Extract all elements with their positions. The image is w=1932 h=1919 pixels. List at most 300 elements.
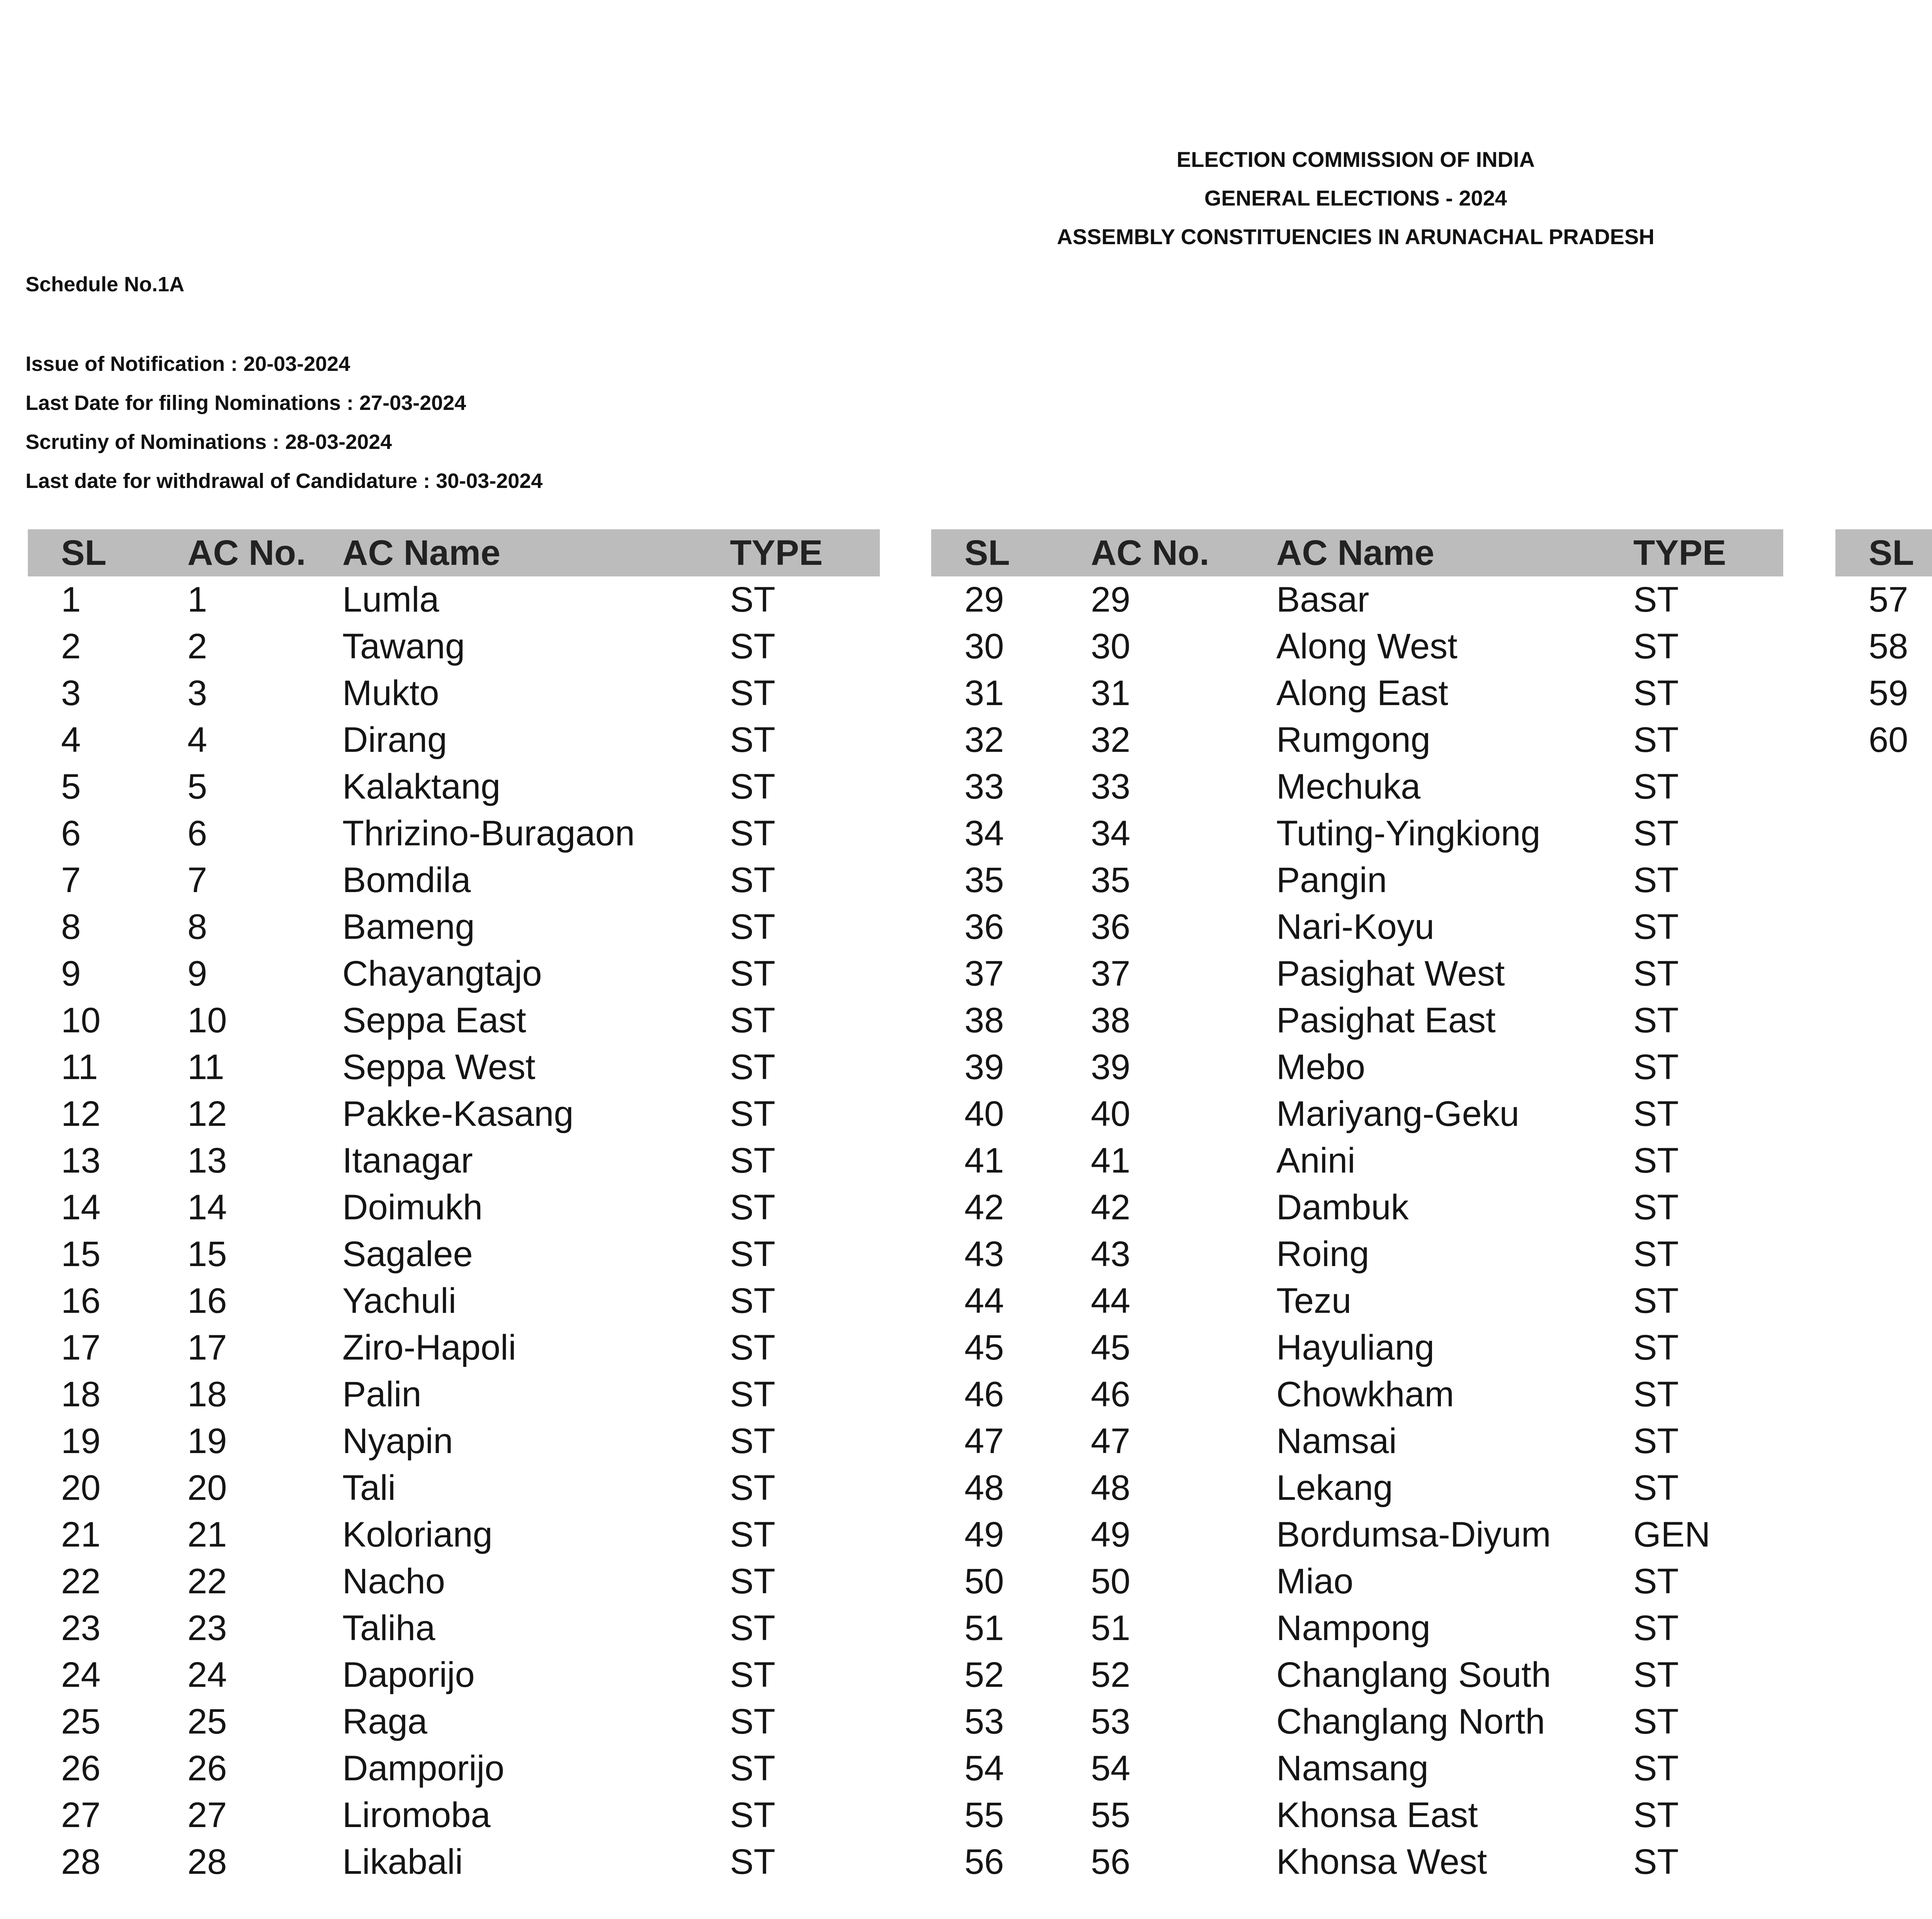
- table-row: [28, 1745, 880, 1792]
- cell-ac-no: 26: [187, 1749, 227, 1788]
- cell-ac-no: 52: [1091, 1655, 1131, 1695]
- cell-type: ST: [730, 954, 776, 993]
- cell-ac-no: 32: [1091, 720, 1131, 760]
- table-row: [28, 1511, 880, 1558]
- cell-ac-no: 12: [187, 1094, 227, 1134]
- table-row: [931, 1605, 1783, 1652]
- cell-ac-no: 19: [187, 1421, 227, 1461]
- cell-ac-no: 47: [1091, 1421, 1131, 1461]
- cell-ac-name: Mechuka: [1276, 767, 1421, 806]
- cell-ac-name: Ziro-Hapoli: [342, 1328, 516, 1367]
- cell-type: ST: [1633, 860, 1679, 900]
- header-ac-no: AC No.: [1058, 529, 1243, 576]
- cell-type: ST: [1633, 627, 1679, 666]
- cell-type: ST: [1633, 1094, 1679, 1134]
- cell-ac-name: Pangin: [1276, 860, 1387, 900]
- cell-ac-no: 48: [1091, 1468, 1131, 1508]
- cell-ac-no: 13: [187, 1141, 227, 1180]
- cell-ac-name: Chayangtajo: [342, 954, 542, 993]
- cell-ac-name: Bomdila: [342, 860, 471, 900]
- cell-type: ST: [1633, 1655, 1679, 1695]
- cell-ac-name: Taliha: [342, 1608, 435, 1648]
- cell-ac-no: 56: [1091, 1842, 1131, 1882]
- cell-sl: 14: [61, 1188, 101, 1227]
- table-row: [28, 1184, 880, 1231]
- cell-ac-no: 28: [187, 1842, 227, 1882]
- cell-sl: 43: [964, 1234, 1004, 1274]
- constituency-table-2: [931, 529, 1783, 1885]
- cell-type: ST: [730, 1468, 776, 1508]
- cell-ac-no: 49: [1091, 1515, 1131, 1554]
- cell-ac-no: 25: [187, 1702, 227, 1741]
- table-row: [931, 576, 1783, 623]
- cell-ac-no: 46: [1091, 1375, 1131, 1414]
- cell-ac-name: Itanagar: [342, 1141, 473, 1180]
- cell-sl: 26: [61, 1749, 101, 1788]
- cell-ac-name: Roing: [1276, 1234, 1369, 1274]
- table-row: [28, 1839, 880, 1885]
- cell-ac-no: 23: [187, 1608, 227, 1648]
- cell-sl: 58: [1869, 627, 1908, 666]
- cell-ac-no: 14: [187, 1188, 227, 1227]
- cell-sl: 5: [61, 767, 81, 806]
- cell-type: ST: [730, 814, 776, 853]
- title-line-2: GENERAL ELECTIONS - 2024: [1204, 186, 1507, 210]
- header-ac-no: AC No.: [154, 529, 309, 576]
- cell-type: ST: [1633, 1234, 1679, 1274]
- table-row: [28, 1418, 880, 1465]
- table-row: [1835, 576, 1932, 623]
- cell-ac-name: Daporijo: [342, 1655, 475, 1695]
- cell-sl: 29: [964, 580, 1004, 619]
- cell-type: ST: [1633, 1001, 1679, 1040]
- table-header-row: [1835, 529, 1932, 576]
- cell-sl: 35: [964, 860, 1004, 900]
- table-row: [931, 717, 1783, 763]
- info-last-date-filing: Last Date for filing Nominations : 27-03-2024: [26, 391, 466, 415]
- cell-sl: 48: [964, 1468, 1004, 1508]
- cell-ac-name: Damporijo: [342, 1749, 505, 1788]
- info-issue-notification: Issue of Notification : 20-03-2024: [26, 352, 350, 376]
- cell-ac-no: 39: [1091, 1047, 1131, 1087]
- info-withdrawal: Last date for withdrawal of Candidature : 30-03-2024: [26, 469, 543, 493]
- cell-ac-name: Palin: [342, 1375, 422, 1414]
- info-scrutiny: Scrutiny of Nominations : 28-03-2024: [26, 430, 392, 454]
- table-row: [931, 950, 1783, 997]
- cell-type: ST: [1633, 1842, 1679, 1882]
- cell-ac-name: Along East: [1276, 673, 1448, 713]
- cell-sl: 15: [61, 1234, 101, 1274]
- cell-type: ST: [1633, 814, 1679, 853]
- cell-ac-no: 38: [1091, 1001, 1131, 1040]
- cell-sl: 45: [964, 1328, 1004, 1367]
- cell-sl: 24: [61, 1655, 101, 1695]
- cell-ac-name: Bordumsa-Diyum: [1276, 1515, 1551, 1554]
- cell-type: ST: [1633, 1141, 1679, 1180]
- table-row: [28, 1044, 880, 1091]
- table-row: [931, 1652, 1783, 1698]
- table-row: [931, 857, 1783, 904]
- cell-ac-no: 7: [187, 860, 207, 900]
- cell-ac-no: 37: [1091, 954, 1131, 993]
- table-row: [931, 1231, 1783, 1278]
- cell-sl: 19: [61, 1421, 101, 1461]
- table-row: [931, 1418, 1783, 1465]
- cell-sl: 38: [964, 1001, 1004, 1040]
- cell-sl: 57: [1869, 580, 1908, 619]
- table-row: [28, 1698, 880, 1745]
- cell-sl: 9: [61, 954, 81, 993]
- table-row: [28, 576, 880, 623]
- cell-type: ST: [730, 1842, 776, 1882]
- table-row: [28, 1465, 880, 1511]
- cell-ac-name: Tezu: [1276, 1281, 1352, 1321]
- cell-sl: 4: [61, 720, 81, 760]
- cell-sl: 21: [61, 1515, 101, 1554]
- cell-ac-name: Doimukh: [342, 1188, 483, 1227]
- constituency-table-3: [1835, 529, 1932, 763]
- header-type: TYPE: [730, 529, 880, 576]
- cell-sl: 51: [964, 1608, 1004, 1648]
- cell-ac-name: Along West: [1276, 627, 1458, 666]
- table-row: [931, 1465, 1783, 1511]
- cell-type: ST: [730, 720, 776, 760]
- cell-sl: 60: [1869, 720, 1908, 760]
- cell-sl: 42: [964, 1188, 1004, 1227]
- cell-ac-name: Nacho: [342, 1562, 445, 1601]
- cell-ac-no: 1: [187, 580, 207, 619]
- cell-ac-no: 53: [1091, 1702, 1131, 1741]
- cell-ac-name: Changlang North: [1276, 1702, 1545, 1741]
- cell-type: ST: [1633, 1047, 1679, 1087]
- cell-type: ST: [730, 1562, 776, 1601]
- cell-ac-name: Lekang: [1276, 1468, 1393, 1508]
- cell-ac-name: Thrizino-Buragaon: [342, 814, 635, 853]
- cell-ac-no: 6: [187, 814, 207, 853]
- cell-type: ST: [730, 627, 776, 666]
- title-line-3: ASSEMBLY CONSTITUENCIES IN ARUNACHAL PRADESH: [1057, 224, 1655, 249]
- cell-sl: 41: [964, 1141, 1004, 1180]
- table-row: [1835, 623, 1932, 670]
- cell-ac-name: Pasighat East: [1276, 1001, 1496, 1040]
- cell-ac-no: 9: [187, 954, 207, 993]
- cell-sl: 16: [61, 1281, 101, 1321]
- cell-ac-no: 11: [187, 1047, 224, 1087]
- cell-ac-name: Dambuk: [1276, 1188, 1409, 1227]
- cell-type: ST: [1633, 720, 1679, 760]
- cell-ac-name: Mukto: [342, 673, 439, 713]
- cell-ac-name: Seppa East: [342, 1001, 526, 1040]
- cell-ac-no: 41: [1091, 1141, 1131, 1180]
- table-row: [931, 1698, 1783, 1745]
- table-row: [931, 1324, 1783, 1371]
- cell-sl: 2: [61, 627, 81, 666]
- cell-ac-no: 44: [1091, 1281, 1131, 1321]
- cell-sl: 23: [61, 1608, 101, 1648]
- cell-ac-no: 34: [1091, 814, 1131, 853]
- cell-sl: 28: [61, 1842, 101, 1882]
- cell-type: ST: [730, 1001, 776, 1040]
- cell-ac-name: Hayuliang: [1276, 1328, 1435, 1367]
- table-row: [931, 1371, 1783, 1418]
- cell-ac-no: 54: [1091, 1749, 1131, 1788]
- cell-ac-name: Nyapin: [342, 1421, 453, 1461]
- table-row: [931, 670, 1783, 717]
- cell-ac-no: 17: [187, 1328, 227, 1367]
- cell-ac-name: Mebo: [1276, 1047, 1366, 1087]
- cell-type: ST: [1633, 1375, 1679, 1414]
- cell-sl: 40: [964, 1094, 1004, 1134]
- header-sl: SL: [28, 529, 154, 576]
- cell-sl: 55: [964, 1795, 1004, 1835]
- constituency-table-1: [28, 529, 880, 1885]
- table-row: [28, 904, 880, 950]
- cell-sl: 8: [61, 907, 81, 947]
- cell-sl: 30: [964, 627, 1004, 666]
- cell-sl: 33: [964, 767, 1004, 806]
- cell-ac-no: 3: [187, 673, 207, 713]
- table-header-row: [931, 529, 1783, 576]
- cell-ac-no: 24: [187, 1655, 227, 1695]
- cell-sl: 47: [964, 1421, 1004, 1461]
- cell-type: ST: [730, 673, 776, 713]
- cell-ac-no: 2: [187, 627, 207, 666]
- cell-type: ST: [1633, 767, 1679, 806]
- cell-type: ST: [1633, 1608, 1679, 1648]
- cell-ac-name: Nari-Koyu: [1276, 907, 1435, 947]
- cell-type: ST: [1633, 907, 1679, 947]
- cell-ac-name: Pasighat West: [1276, 954, 1505, 993]
- cell-type: ST: [1633, 1328, 1679, 1367]
- cell-ac-name: Tali: [342, 1468, 396, 1508]
- cell-sl: 10: [61, 1001, 101, 1040]
- cell-ac-no: 29: [1091, 580, 1131, 619]
- cell-ac-no: 27: [187, 1795, 227, 1835]
- cell-type: ST: [1633, 1421, 1679, 1461]
- table-row: [931, 1745, 1783, 1792]
- table-row: [931, 1091, 1783, 1137]
- cell-type: ST: [730, 1094, 776, 1134]
- header-ac-name: AC Name: [1243, 529, 1633, 576]
- cell-ac-name: Mariyang-Geku: [1276, 1094, 1519, 1134]
- table-row: [28, 1137, 880, 1184]
- cell-ac-no: 35: [1091, 860, 1131, 900]
- table-row: [28, 857, 880, 904]
- table-row: [931, 1184, 1783, 1231]
- cell-ac-name: Changlang South: [1276, 1655, 1551, 1695]
- cell-sl: 39: [964, 1047, 1004, 1087]
- table-row: [28, 670, 880, 717]
- cell-type: ST: [730, 1795, 776, 1835]
- cell-ac-name: Namsai: [1276, 1421, 1397, 1461]
- cell-ac-name: Anini: [1276, 1141, 1355, 1180]
- table-row: [931, 904, 1783, 950]
- cell-type: ST: [1633, 673, 1679, 713]
- cell-sl: 59: [1869, 673, 1908, 713]
- cell-sl: 1: [61, 580, 81, 619]
- notification-dates: [26, 345, 543, 501]
- cell-ac-name: Bameng: [342, 907, 475, 947]
- schedule-label: Schedule No.1A: [26, 273, 185, 296]
- cell-ac-name: Namsang: [1276, 1749, 1429, 1788]
- cell-ac-name: Chowkham: [1276, 1375, 1454, 1414]
- cell-sl: 7: [61, 860, 81, 900]
- cell-sl: 11: [61, 1047, 98, 1087]
- cell-ac-name: Dirang: [342, 720, 447, 760]
- cell-ac-name: Likabali: [342, 1842, 463, 1882]
- cell-type: ST: [1633, 1795, 1679, 1835]
- cell-ac-name: Kalaktang: [342, 767, 501, 806]
- cell-type: ST: [1633, 1749, 1679, 1788]
- cell-sl: 34: [964, 814, 1004, 853]
- cell-ac-no: 4: [187, 720, 207, 760]
- cell-ac-no: 8: [187, 907, 207, 947]
- table-row: [931, 1839, 1783, 1885]
- table-header-row: [28, 529, 880, 576]
- cell-ac-name: Lumla: [342, 580, 439, 619]
- table-row: [931, 1044, 1783, 1091]
- cell-ac-name: Khonsa East: [1276, 1795, 1478, 1835]
- cell-ac-name: Koloriang: [342, 1515, 493, 1554]
- cell-ac-no: 30: [1091, 627, 1131, 666]
- cell-ac-name: Rumgong: [1276, 720, 1430, 760]
- cell-ac-name: Basar: [1276, 580, 1369, 619]
- cell-ac-name: Tuting-Yingkiong: [1276, 814, 1541, 853]
- cell-type: ST: [730, 1515, 776, 1554]
- table-row: [931, 1792, 1783, 1839]
- cell-ac-no: 33: [1091, 767, 1131, 806]
- header-sl: SL: [931, 529, 1058, 576]
- table-row: [28, 997, 880, 1044]
- table-row: [28, 1324, 880, 1371]
- cell-sl: 50: [964, 1562, 1004, 1601]
- cell-sl: 46: [964, 1375, 1004, 1414]
- cell-ac-no: 16: [187, 1281, 227, 1321]
- cell-ac-name: Nampong: [1276, 1608, 1430, 1648]
- cell-ac-name: Tawang: [342, 627, 465, 666]
- cell-type: ST: [730, 1188, 776, 1227]
- cell-ac-name: Raga: [342, 1702, 427, 1741]
- cell-ac-no: 21: [187, 1515, 227, 1554]
- cell-sl: 32: [964, 720, 1004, 760]
- cell-type: ST: [1633, 954, 1679, 993]
- cell-ac-no: 45: [1091, 1328, 1131, 1367]
- cell-type: ST: [730, 1375, 776, 1414]
- table-row: [28, 1652, 880, 1698]
- cell-sl: 25: [61, 1702, 101, 1741]
- cell-sl: 54: [964, 1749, 1004, 1788]
- cell-sl: 37: [964, 954, 1004, 993]
- cell-ac-no: 55: [1091, 1795, 1131, 1835]
- cell-type: ST: [730, 1141, 776, 1180]
- table-row: [931, 1558, 1783, 1605]
- cell-type: ST: [730, 1047, 776, 1087]
- cell-type: ST: [730, 1749, 776, 1788]
- header-sl: SL: [1835, 529, 1932, 576]
- cell-type: GEN: [1633, 1515, 1711, 1554]
- cell-ac-no: 51: [1091, 1608, 1131, 1648]
- cell-type: ST: [1633, 1562, 1679, 1601]
- cell-type: ST: [1633, 1188, 1679, 1227]
- table-row: [931, 810, 1783, 857]
- table-row: [28, 1605, 880, 1652]
- cell-type: ST: [730, 860, 776, 900]
- cell-sl: 20: [61, 1468, 101, 1508]
- cell-ac-no: 43: [1091, 1234, 1131, 1274]
- table-row: [28, 1558, 880, 1605]
- table-row: [28, 950, 880, 997]
- cell-sl: 17: [61, 1328, 101, 1367]
- cell-ac-name: Sagalee: [342, 1234, 473, 1274]
- table-row: [28, 810, 880, 857]
- cell-sl: 27: [61, 1795, 101, 1835]
- cell-type: ST: [1633, 1702, 1679, 1741]
- header-type: TYPE: [1633, 529, 1783, 576]
- cell-sl: 49: [964, 1515, 1004, 1554]
- table-row: [1835, 670, 1932, 717]
- cell-ac-no: 15: [187, 1234, 227, 1274]
- table-row: [28, 763, 880, 810]
- table-row: [931, 1137, 1783, 1184]
- cell-sl: 36: [964, 907, 1004, 947]
- cell-sl: 52: [964, 1655, 1004, 1695]
- cell-type: ST: [730, 1608, 776, 1648]
- header-ac-name: AC Name: [309, 529, 730, 576]
- title-line-1: ELECTION COMMISSION OF INDIA: [1176, 147, 1535, 172]
- cell-ac-name: Pakke-Kasang: [342, 1094, 574, 1134]
- cell-sl: 31: [964, 673, 1004, 713]
- cell-type: ST: [730, 907, 776, 947]
- table-row: [28, 1231, 880, 1278]
- cell-ac-no: 50: [1091, 1562, 1131, 1601]
- table-row: [1835, 717, 1932, 763]
- cell-type: ST: [1633, 1281, 1679, 1321]
- cell-type: ST: [730, 767, 776, 806]
- table-row: [28, 717, 880, 763]
- cell-sl: 13: [61, 1141, 101, 1180]
- cell-type: ST: [730, 580, 776, 619]
- cell-ac-no: 5: [187, 767, 207, 806]
- table-row: [28, 1091, 880, 1137]
- cell-sl: 56: [964, 1842, 1004, 1882]
- cell-sl: 22: [61, 1562, 101, 1601]
- cell-ac-name: Liromoba: [342, 1795, 491, 1835]
- table-row: [28, 1371, 880, 1418]
- cell-ac-name: Khonsa West: [1276, 1842, 1487, 1882]
- table-row: [931, 623, 1783, 670]
- cell-type: ST: [730, 1421, 776, 1461]
- cell-sl: 3: [61, 673, 81, 713]
- cell-ac-no: 31: [1091, 673, 1131, 713]
- cell-ac-no: 18: [187, 1375, 227, 1414]
- table-row: [931, 1278, 1783, 1324]
- cell-ac-name: Yachuli: [342, 1281, 456, 1321]
- table-row: [931, 763, 1783, 810]
- cell-sl: 12: [61, 1094, 101, 1134]
- cell-type: ST: [730, 1702, 776, 1741]
- cell-sl: 6: [61, 814, 81, 853]
- table-row: [931, 1511, 1783, 1558]
- cell-ac-no: 10: [187, 1001, 227, 1040]
- cell-type: ST: [1633, 580, 1679, 619]
- table-row: [931, 997, 1783, 1044]
- cell-ac-name: Miao: [1276, 1562, 1354, 1601]
- cell-ac-name: Seppa West: [342, 1047, 536, 1087]
- cell-sl: 18: [61, 1375, 101, 1414]
- cell-sl: 53: [964, 1702, 1004, 1741]
- cell-type: ST: [730, 1234, 776, 1274]
- cell-ac-no: 42: [1091, 1188, 1131, 1227]
